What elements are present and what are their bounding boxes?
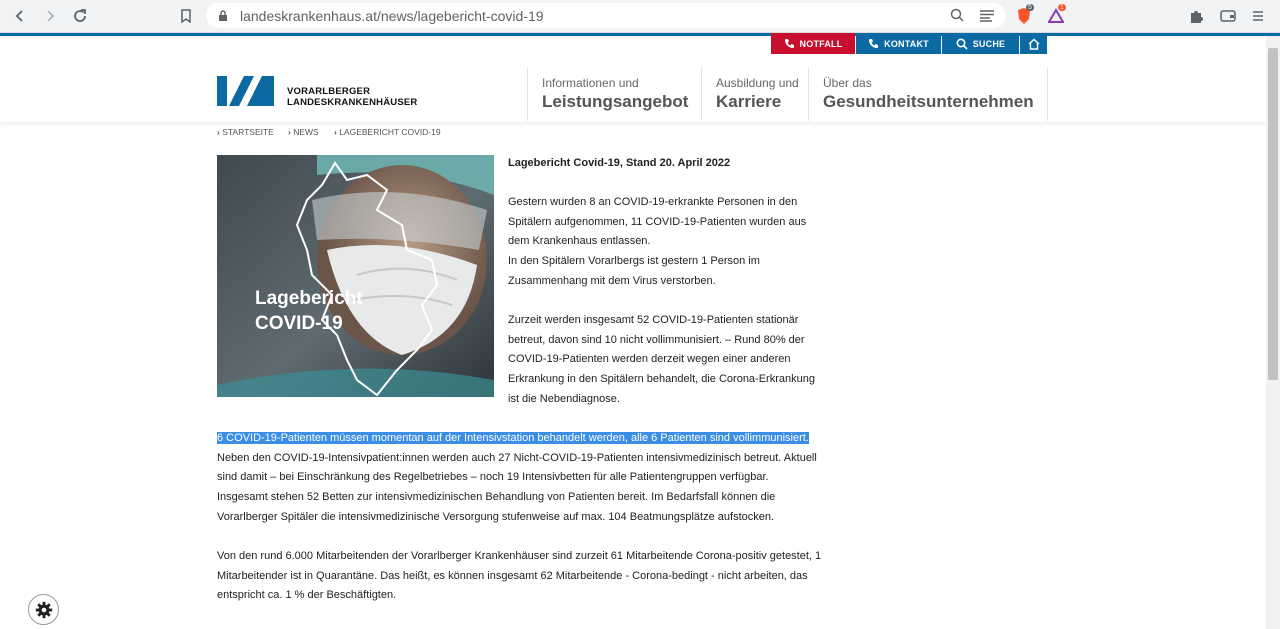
notfall-label: NOTFALL — [799, 38, 843, 49]
image-caption-line-2: COVID-19 — [255, 313, 343, 334]
logo-text[interactable] — [287, 86, 417, 108]
text-line: betreut, davon sind 10 nicht vollimmunisiert. – Rund 80% der — [508, 333, 805, 346]
home-icon — [1028, 38, 1040, 50]
breadcrumb-startseite[interactable]: › STARTSEITE — [217, 127, 274, 137]
nav-item-title: Leistungsangebot — [542, 92, 689, 111]
reader-mode-icon[interactable] — [979, 9, 995, 27]
selected-text[interactable]: 6 COVID-19-Patienten müssen momentan auf der Intensivstation behandelt werden, alle 6 Patienten sind vollimmunisiert. — [217, 432, 809, 444]
breadcrumb-news[interactable]: › NEWS — [288, 127, 319, 137]
article-heading: Lagebericht Covid-19, Stand 20. April 2022 — [508, 157, 731, 169]
suche-button[interactable] — [942, 33, 1019, 54]
text-line: sind damit – bei Einschränkung des Regelbetriebes – noch 19 Intensivbetten für alle Patientengruppen verfügbar. — [217, 471, 769, 484]
nav-item-subtitle: Über das — [823, 76, 872, 90]
nav-item-title: Karriere — [716, 92, 782, 111]
nav-item-leistungsangebot[interactable] — [527, 67, 696, 121]
breadcrumb-current: › LAGEBERICHT COVID-19 — [334, 127, 441, 137]
gear-icon — [35, 601, 53, 619]
text-line: Zusammenhang mit dem Virus verstorben. — [508, 274, 716, 287]
menu-icon[interactable] — [1248, 6, 1268, 26]
article-paragraph-3 — [217, 429, 817, 528]
text-line: Mitarbeitender ist in Quarantäne. Das heißt, es können insgesamt 62 Mitarbeitende - Corona-bedingt - nicht arbeiten, das — [217, 569, 808, 582]
address-bar[interactable] — [206, 3, 1006, 28]
bookmark-icon[interactable] — [176, 6, 196, 26]
text-line: entspricht ca. 1 % der Beschäftigten. — [217, 589, 397, 602]
scrollbar[interactable] — [1266, 36, 1280, 629]
text-line: Vorarlberger Spitäler die intensivmedizinische Versorgung stufenweise auf max. 104 Beatmungsplätze aufstocken. — [217, 510, 775, 523]
phone-icon — [868, 38, 879, 49]
text-line: Spitälern aufgenommen, 11 COVID-19-Patienten wurden aus — [508, 215, 807, 228]
url-text: landeskrankenhaus.at/news/lagebericht-covid-19 — [240, 8, 544, 24]
home-button[interactable] — [1020, 33, 1047, 54]
browser-toolbar — [0, 0, 1280, 33]
wallet-icon[interactable] — [1218, 6, 1238, 26]
reload-icon[interactable] — [70, 6, 90, 26]
logo-line-1: VORARLBERGER — [287, 86, 371, 97]
article-paragraph-1 — [508, 193, 806, 292]
text-line: Gestern wurden 8 an COVID-19-erkrankte Personen in den — [508, 196, 798, 208]
zoom-icon[interactable] — [950, 8, 964, 27]
brave-shield-icon[interactable] — [1014, 6, 1034, 26]
forward-icon[interactable] — [40, 6, 60, 26]
notfall-button[interactable] — [771, 33, 855, 54]
text-line: Erkrankung in den Spitälern behandelt, die Corona-Erkrankung — [508, 373, 815, 386]
article-image — [217, 155, 494, 397]
text-line: Neben den COVID-19-Intensivpatient:innen werden auch 27 Nicht-COVID-19-Patienten intensivmedizinisch betreut. Aktuell — [217, 451, 817, 464]
rewards-count-badge: 1 — [1060, 4, 1064, 11]
nav-item-subtitle: Ausbildung und — [716, 76, 799, 90]
scrollbar-thumb[interactable] — [1268, 48, 1278, 380]
nav-item-karriere[interactable] — [701, 67, 808, 121]
text-line: ist die Nebendiagnose. — [508, 392, 620, 405]
lock-icon — [218, 9, 228, 27]
image-caption-line-1: Lagebericht — [255, 288, 363, 309]
text-line: Zurzeit werden insgesamt 52 COVID-19-Patienten stationär — [508, 314, 799, 326]
logo-mark[interactable] — [217, 76, 274, 111]
text-line: In den Spitälern Vorarlbergs ist gestern 1 Person im — [508, 255, 760, 268]
nav-item-title: Gesundheitsunternehmen — [823, 92, 1034, 111]
suche-label: SUCHE — [972, 38, 1006, 49]
text-line: Insgesamt stehen 52 Betten zur intensivmedizinischen Behandlung von Patienten bereit. Im Bedarfsfall können die — [217, 491, 776, 504]
text-line: COVID-19-Patienten werden derzeit wegen einer anderen — [508, 353, 791, 366]
extensions-puzzle-icon[interactable] — [1186, 6, 1206, 26]
text-line: Von den rund 6.000 Mitarbeitenden der Vorarlberger Krankenhäuser sind zurzeit 61 Mitarbeitende Corona-positiv getestet, 1 — [217, 550, 822, 562]
back-icon[interactable] — [10, 6, 30, 26]
image-caption — [255, 286, 363, 336]
phone-icon — [784, 38, 795, 49]
nav-item-subtitle: Informationen und — [542, 76, 639, 90]
kontakt-button[interactable] — [856, 33, 941, 54]
cookie-settings-button[interactable] — [28, 594, 59, 625]
shield-count-badge: 5 — [1028, 4, 1032, 11]
text-line: dem Krankenhaus entlassen. — [508, 235, 651, 248]
article-paragraph-4 — [217, 547, 821, 606]
nav-item-gesundheitsunternehmen[interactable] — [808, 67, 1048, 121]
logo-line-2: LANDESKRANKENHÄUSER — [287, 97, 418, 108]
kontakt-label: KONTAKT — [884, 38, 929, 49]
article-paragraph-2 — [508, 311, 815, 410]
search-icon — [956, 38, 968, 50]
brave-rewards-icon[interactable] — [1046, 6, 1066, 26]
